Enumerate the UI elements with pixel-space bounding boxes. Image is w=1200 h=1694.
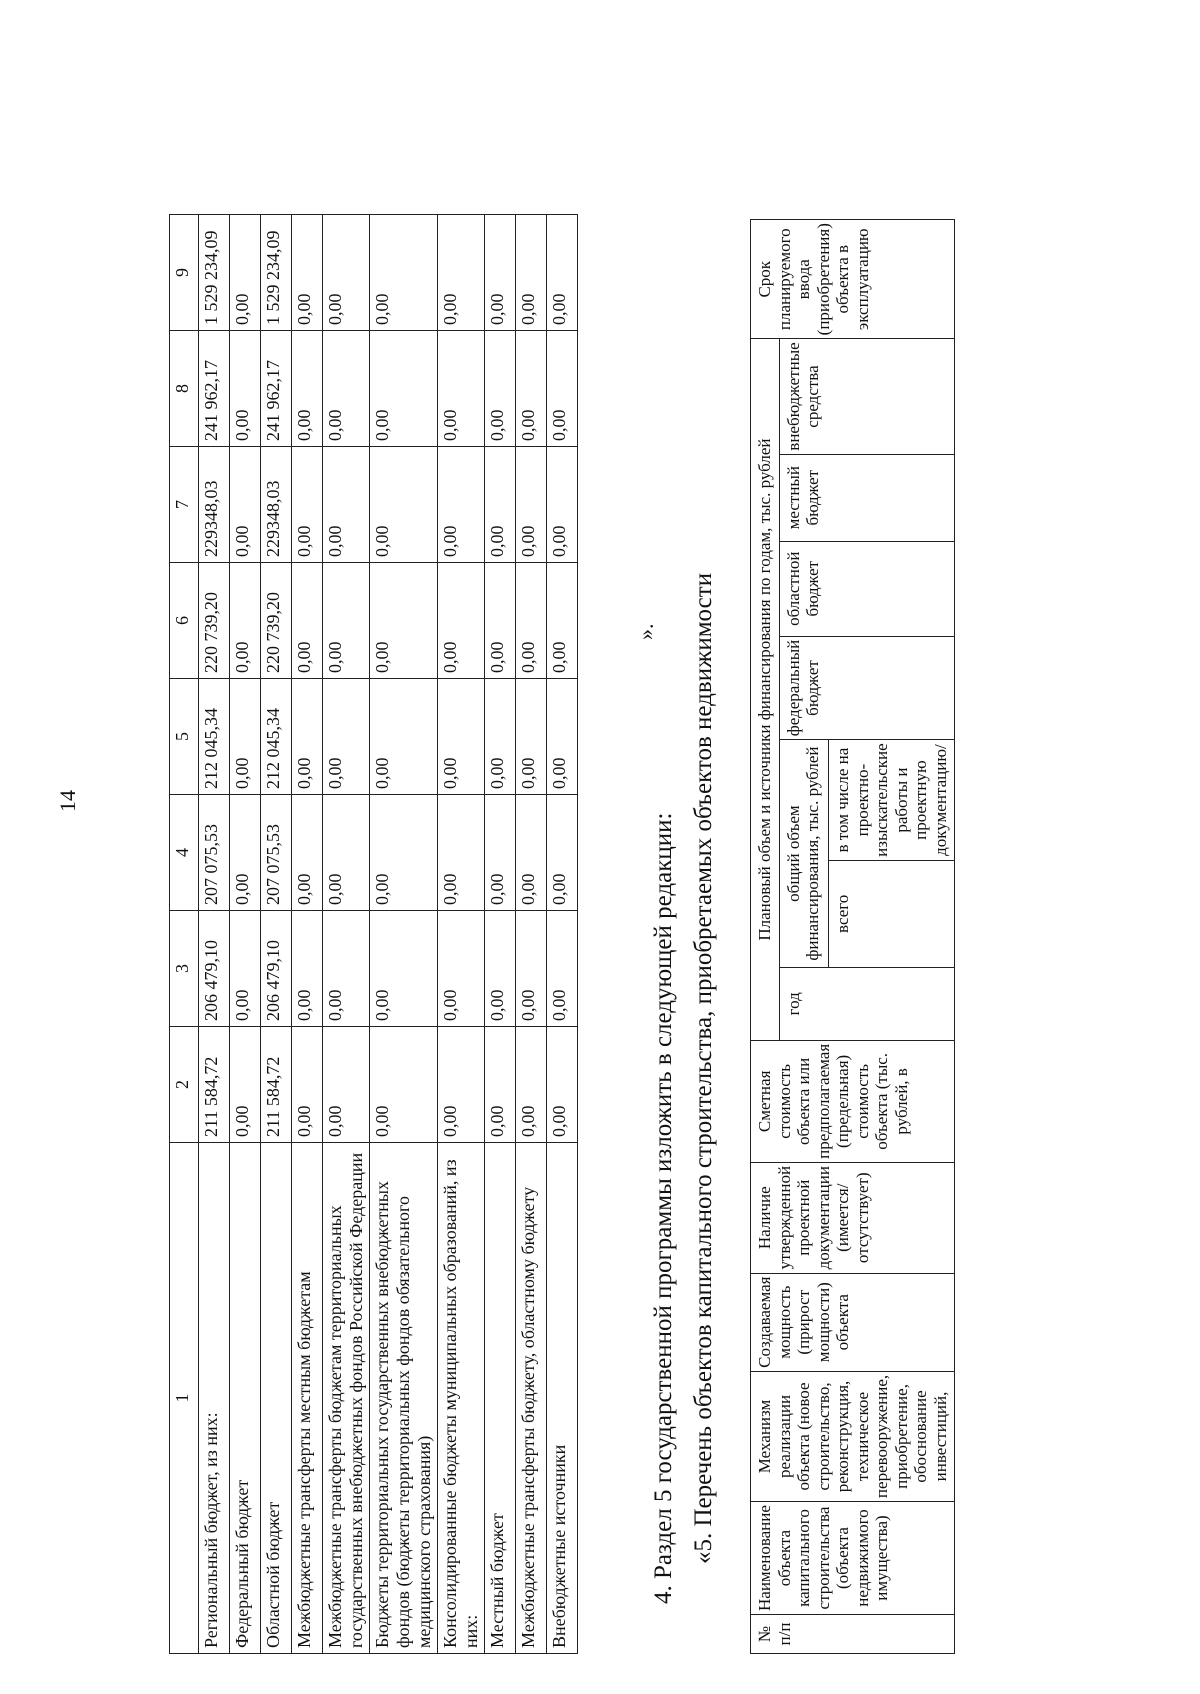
- row-value: 0,00: [292, 563, 323, 679]
- header-design-docs: Наличие утвержденной проектной документации (имеется/отсутствует): [751, 1162, 955, 1273]
- header-federal: федеральный бюджет: [779, 636, 955, 740]
- row-value: 0,00: [323, 911, 370, 1027]
- row-value: 0,00: [547, 331, 578, 447]
- row-value: 0,00: [438, 795, 485, 911]
- row-value: 211 584,72: [199, 1027, 230, 1143]
- col-num-3: 3: [170, 911, 199, 1027]
- row-value: 0,00: [230, 331, 261, 447]
- row-value: 229348,03: [261, 447, 292, 563]
- row-value: 229348,03: [199, 447, 230, 563]
- row-label: Межбюджетные трансферты бюджетам территориальных государственных внебюджетных фондов Российской Федерации: [323, 1143, 370, 1654]
- row-value: 0,00: [370, 911, 438, 1027]
- section-subheading: «5. Перечень объектов капитального строительства, приобретаемых объектов недвижимости: [690, 572, 717, 1564]
- closing-quote: ».: [633, 623, 658, 640]
- row-value: 0,00: [485, 215, 516, 331]
- row-value: 0,00: [516, 911, 547, 1027]
- row-label: Межбюджетные трансферты бюджету, областному бюджету: [516, 1143, 547, 1654]
- col-num-2: 2: [170, 1027, 199, 1143]
- table-row: [516, 215, 547, 1654]
- row-value: 0,00: [370, 795, 438, 911]
- row-label: Областной бюджет: [261, 1143, 292, 1654]
- row-value: 0,00: [438, 911, 485, 1027]
- col-num-5: 5: [170, 679, 199, 795]
- row-value: 0,00: [438, 563, 485, 679]
- objects-header-row-1: [751, 220, 780, 1654]
- header-name: Наименование объекта капитального строительства (объекта недвижимого имущества): [751, 1502, 955, 1615]
- row-value: 0,00: [230, 563, 261, 679]
- row-value: 0,00: [323, 795, 370, 911]
- row-value: 0,00: [485, 447, 516, 563]
- row-label: Региональный бюджет, из них:: [199, 1143, 230, 1654]
- table-row: [323, 215, 370, 1654]
- row-value: 0,00: [370, 215, 438, 331]
- row-value: 0,00: [323, 563, 370, 679]
- row-value: 220 739,20: [261, 563, 292, 679]
- row-value: 0,00: [292, 911, 323, 1027]
- row-value: 0,00: [485, 331, 516, 447]
- objects-table: [750, 219, 955, 1654]
- header-estimate: Сметная стоимость объекта или предполагаемая (предельная) стоимость объекта (тыс. рублей, в: [751, 1040, 955, 1162]
- row-value: 0,00: [438, 447, 485, 563]
- row-value: 0,00: [370, 1027, 438, 1143]
- row-value: 0,00: [292, 215, 323, 331]
- table-row: [438, 215, 485, 1654]
- row-value: 0,00: [370, 331, 438, 447]
- row-value: 0,00: [323, 1027, 370, 1143]
- col-num-7: 7: [170, 447, 199, 563]
- row-label: Межбюджетные трансферты местным бюджетам: [292, 1143, 323, 1654]
- row-value: 0,00: [547, 215, 578, 331]
- row-label: Местный бюджет: [485, 1143, 516, 1654]
- row-value: 0,00: [547, 795, 578, 911]
- table-row: [370, 215, 438, 1654]
- row-value: 0,00: [547, 679, 578, 795]
- row-value: 0,00: [516, 679, 547, 795]
- row-label: Бюджеты территориальных государственных внебюджетных фондов (бюджеты территориальных фондов обязательного медицинского страхования): [370, 1143, 438, 1654]
- row-value: 212 045,34: [199, 679, 230, 795]
- row-label: Консолидированные бюджеты муниципальных образований, из них:: [438, 1143, 485, 1654]
- row-value: 0,00: [292, 447, 323, 563]
- row-value: 0,00: [230, 795, 261, 911]
- row-value: 0,00: [370, 447, 438, 563]
- row-value: 0,00: [547, 911, 578, 1027]
- row-value: 0,00: [547, 563, 578, 679]
- row-value: 1 529 234,09: [261, 215, 292, 331]
- row-value: 0,00: [292, 331, 323, 447]
- row-value: 0,00: [485, 1027, 516, 1143]
- row-value: 0,00: [438, 679, 485, 795]
- row-value: 0,00: [516, 1027, 547, 1143]
- col-num-1: 1: [170, 1143, 199, 1654]
- col-num-9: 9: [170, 215, 199, 331]
- row-value: 241 962,17: [261, 331, 292, 447]
- column-number-row: [170, 215, 199, 1654]
- row-value: 0,00: [323, 215, 370, 331]
- row-value: 0,00: [516, 215, 547, 331]
- table-row: [261, 215, 292, 1654]
- header-extra: внебюджетные средства: [779, 339, 955, 454]
- row-value: 0,00: [516, 563, 547, 679]
- table-row: [485, 215, 516, 1654]
- row-value: 0,00: [230, 447, 261, 563]
- row-value: 0,00: [485, 563, 516, 679]
- row-value: 0,00: [323, 447, 370, 563]
- header-total-group: общий объем финансирования, тыс. рублей: [779, 740, 829, 968]
- row-value: 0,00: [230, 911, 261, 1027]
- header-total-all: всего: [829, 860, 955, 967]
- row-value: 0,00: [438, 1027, 485, 1143]
- row-value: 0,00: [292, 679, 323, 795]
- page-number: 14: [55, 790, 80, 812]
- row-value: 0,00: [230, 1027, 261, 1143]
- row-value: 0,00: [516, 447, 547, 563]
- row-value: 0,00: [370, 563, 438, 679]
- row-value: 0,00: [292, 1027, 323, 1143]
- col-num-6: 6: [170, 563, 199, 679]
- header-deadline: Срок планируемого ввода (приобретения) объекта в эксплуатацию: [751, 220, 955, 339]
- budget-table-body: [199, 215, 578, 1654]
- header-mechanism: Механизм реализации объекта (новое строительство, реконструкция, техническое перевооружение, приобретение, обоснование инвестиций,: [751, 1371, 955, 1501]
- header-year: год: [779, 967, 955, 1040]
- row-value: 241 962,17: [199, 331, 230, 447]
- row-value: 0,00: [292, 795, 323, 911]
- row-value: 0,00: [485, 679, 516, 795]
- row-value: 0,00: [485, 795, 516, 911]
- header-plan-group: Плановый объем и источники финансирования по годам, тыс. рублей: [751, 339, 780, 1041]
- row-label: Внебюджетные источники: [547, 1143, 578, 1654]
- row-value: 206 479,10: [199, 911, 230, 1027]
- budget-table: [169, 214, 578, 1654]
- header-regional: областной бюджет: [779, 541, 955, 636]
- header-total-incl: в том числе на проектно-изыскательские работы и проектную документацию/: [829, 740, 955, 861]
- row-value: 0,00: [485, 911, 516, 1027]
- header-num: № п/п: [751, 1615, 955, 1654]
- table-row: [230, 215, 261, 1654]
- col-num-4: 4: [170, 795, 199, 911]
- row-label: Федеральный бюджет: [230, 1143, 261, 1654]
- row-value: 0,00: [438, 331, 485, 447]
- row-value: 0,00: [547, 1027, 578, 1143]
- col-num-8: 8: [170, 331, 199, 447]
- row-value: 0,00: [438, 215, 485, 331]
- row-value: 0,00: [230, 215, 261, 331]
- row-value: 211 584,72: [261, 1027, 292, 1143]
- row-value: 0,00: [516, 795, 547, 911]
- row-value: 220 739,20: [199, 563, 230, 679]
- row-value: 207 075,53: [261, 795, 292, 911]
- row-value: 0,00: [370, 679, 438, 795]
- row-value: 0,00: [230, 679, 261, 795]
- table-row: [547, 215, 578, 1654]
- header-capacity: Создаваемая мощность (прирост мощности) объекта: [751, 1273, 955, 1371]
- row-value: 0,00: [547, 447, 578, 563]
- row-value: 1 529 234,09: [199, 215, 230, 331]
- section-heading: 4. Раздел 5 государственной программы изложить в следующей редакции:: [650, 812, 677, 1604]
- row-value: 207 075,53: [199, 795, 230, 911]
- row-value: 0,00: [516, 331, 547, 447]
- table-row: [292, 215, 323, 1654]
- table-row: [199, 215, 230, 1654]
- header-local: местный бюджет: [779, 454, 955, 541]
- row-value: 206 479,10: [261, 911, 292, 1027]
- row-value: 0,00: [323, 679, 370, 795]
- row-value: 212 045,34: [261, 679, 292, 795]
- row-value: 0,00: [323, 331, 370, 447]
